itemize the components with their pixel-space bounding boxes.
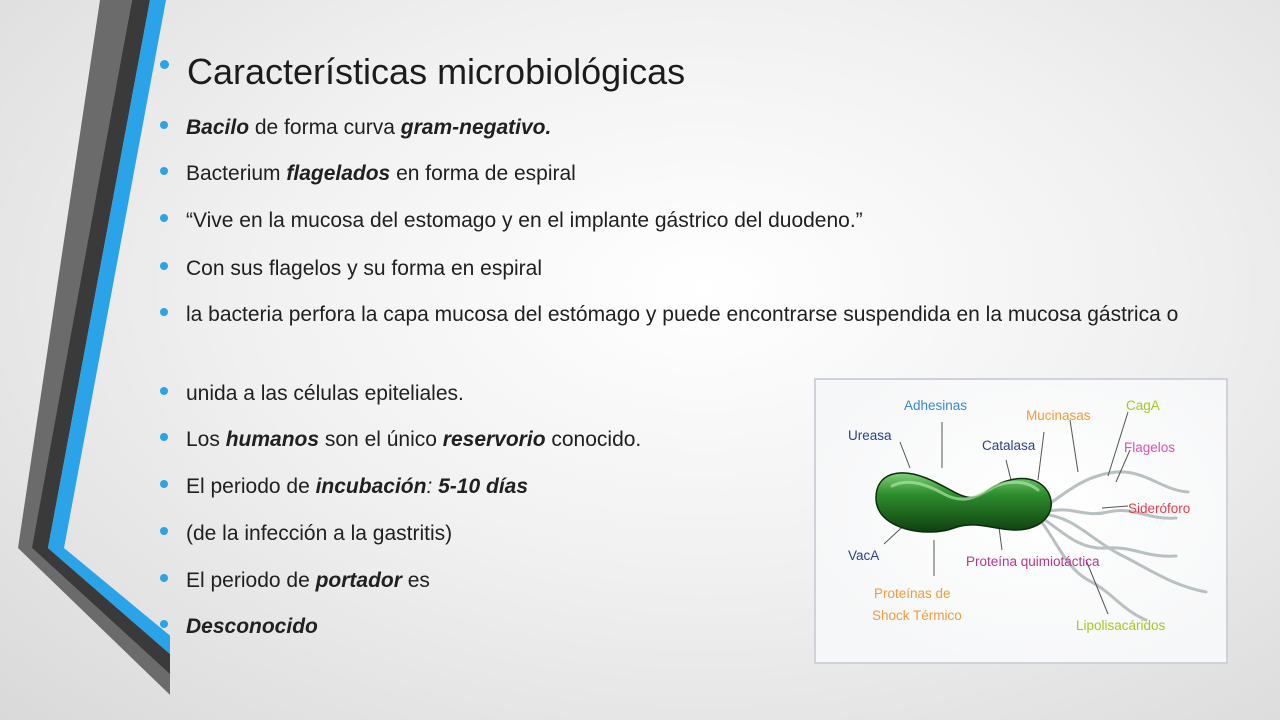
label-caga: CagA	[1126, 398, 1160, 413]
bullet-dot	[160, 167, 168, 175]
bullet-item	[160, 115, 551, 141]
bullet-run: en forma de espiral	[390, 162, 576, 185]
bullet-text	[186, 568, 430, 594]
bullet-item	[160, 161, 576, 187]
bullet-item	[160, 521, 452, 547]
bullet-run: es	[401, 569, 430, 592]
bullet-dot	[160, 387, 168, 395]
bullet-text	[186, 427, 641, 453]
bacterium-diagram-svg	[816, 380, 1226, 662]
bullet-text	[186, 521, 452, 547]
label-adhesinas: Adhesinas	[904, 398, 968, 413]
label-mucinasas: Mucinasas	[1026, 408, 1091, 423]
bullet-run: “Vive en la mucosa del estomago y en el implante gástrico del duodeno.”	[186, 209, 863, 232]
slide-title-text: Características microbiológicas	[187, 51, 686, 92]
bullet-dot	[160, 433, 168, 441]
bullet-dot	[160, 214, 168, 222]
bullet-run: Con sus flagelos y su forma en espiral	[186, 257, 543, 280]
bullet-run: portador	[315, 569, 402, 592]
slide-title	[160, 52, 685, 92]
bullet-run: :	[426, 475, 439, 498]
label-proteinas-shock-line2: Shock Térmico	[872, 608, 962, 623]
bullet-text	[186, 381, 464, 407]
bullet-item	[160, 474, 528, 500]
bullet-text	[186, 302, 1206, 328]
bullet-text	[186, 256, 542, 282]
bullet-run: Desconocido	[186, 615, 318, 638]
bullet-run: conocido.	[545, 428, 642, 451]
label-vaca: VacA	[848, 548, 880, 563]
bullet-run: reservorio	[442, 428, 546, 451]
bullet-item	[160, 427, 641, 453]
bullet-dot	[160, 527, 168, 535]
label-proteinas-shock-line1: Proteínas de	[874, 586, 951, 601]
label-sideroforo: Sideróforo	[1128, 501, 1191, 516]
bullet-run: flagelados	[286, 162, 391, 185]
bullet-item	[160, 568, 430, 594]
bullet-run: de forma curva	[249, 116, 401, 139]
bullet-run: son el único	[319, 428, 443, 451]
bacterium-diagram	[814, 378, 1228, 664]
bullet-dot	[160, 60, 169, 69]
label-proteina-quimiotactica: Proteína quimiotáctica	[966, 554, 1100, 569]
bullet-run: El periodo de	[186, 569, 316, 592]
bullet-dot	[160, 480, 168, 488]
bullet-text	[186, 115, 551, 141]
bullet-item	[160, 302, 1206, 328]
bullet-text	[186, 208, 863, 234]
bullet-run: humanos	[225, 428, 320, 451]
bullet-text	[186, 614, 318, 640]
bullet-dot	[160, 620, 168, 628]
bullet-run: gram-negativo.	[400, 116, 552, 139]
bullet-run: Bacilo	[186, 116, 250, 139]
bullet-run: Los	[186, 428, 226, 451]
bullet-text	[186, 474, 528, 500]
bullet-item	[160, 614, 318, 640]
bullet-run: la bacteria perfora la capa mucosa del estómago y puede encontrarse suspendida en la mucosa gástrica o	[186, 303, 1179, 326]
bullet-run: 5-10 días	[438, 475, 529, 498]
bullet-run: (de la infección a la gastritis)	[186, 522, 453, 545]
label-lipolisacaridos: Lipolisacáridos	[1076, 618, 1166, 633]
bullet-dot	[160, 262, 168, 270]
bullet-item	[160, 256, 542, 282]
bullet-dot	[160, 121, 168, 129]
bullet-run: El periodo de	[186, 475, 316, 498]
decorative-stripes	[0, 0, 170, 720]
bullet-item	[160, 381, 464, 407]
label-ureasa: Ureasa	[848, 428, 892, 443]
bullet-dot	[160, 308, 168, 316]
bullet-run: incubación	[315, 475, 427, 498]
bullet-run: Bacterium	[186, 162, 287, 185]
bullet-dot	[160, 574, 168, 582]
label-catalasa: Catalasa	[982, 438, 1036, 453]
label-flagelos: Flagelos	[1124, 440, 1176, 455]
bullet-run: unida a las células epiteliales.	[186, 382, 464, 405]
bullet-item	[160, 208, 863, 234]
bullet-text	[186, 161, 576, 187]
